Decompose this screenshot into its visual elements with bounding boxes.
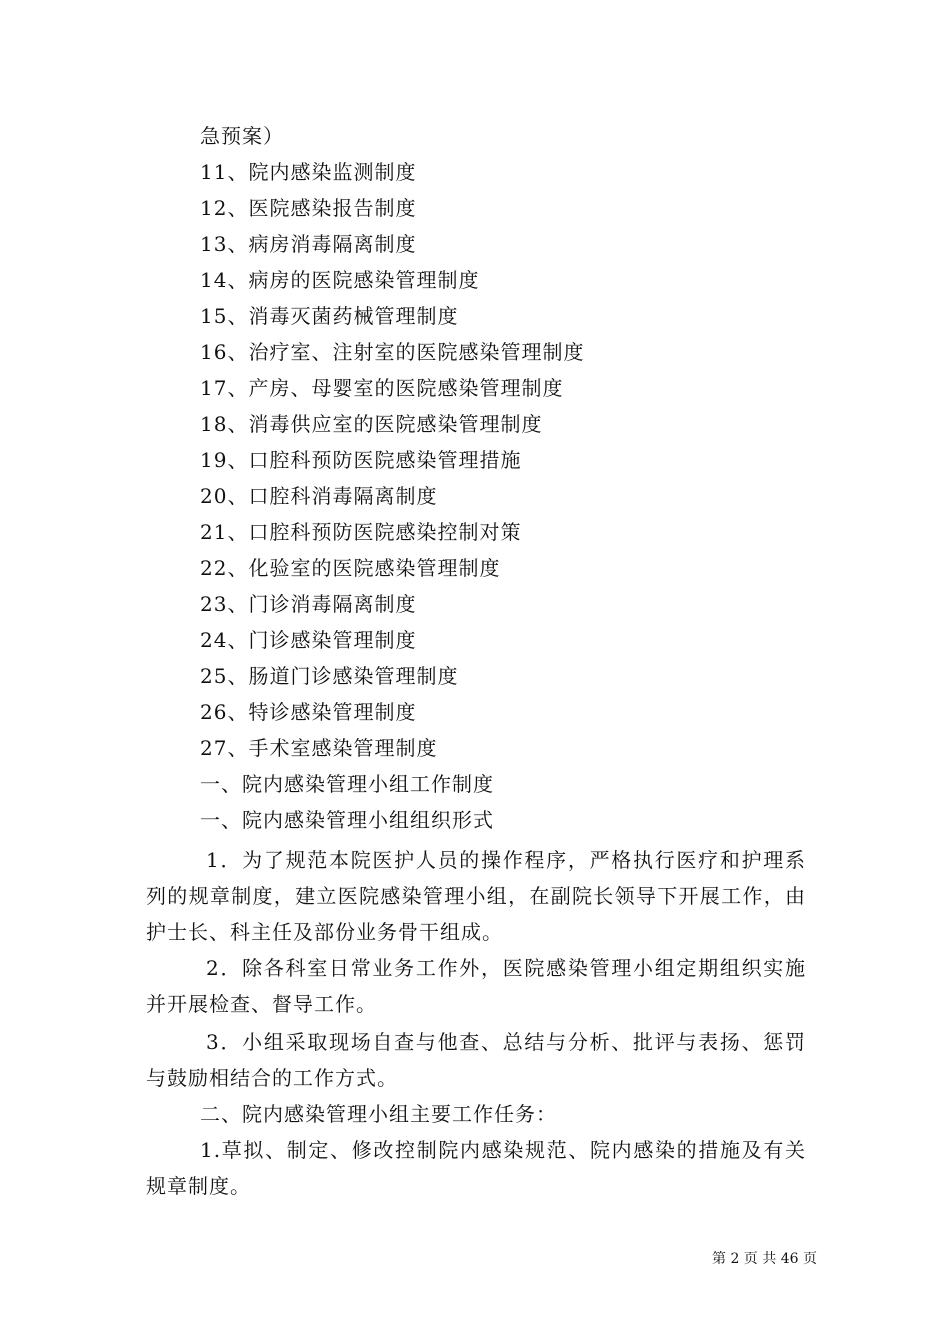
paragraph-text: 2．除各科室日常业务工作外，医院感染管理小组定期组织实施并开展检查、督导工作。 — [146, 956, 806, 1016]
toc-line: 17、产房、母婴室的医院感染管理制度 — [200, 376, 564, 400]
toc-line: 19、口腔科预防医院感染管理措施 — [200, 448, 522, 472]
toc-line: 16、治疗室、注射室的医院感染管理制度 — [200, 340, 585, 364]
toc-line: 13、病房消毒隔离制度 — [200, 232, 417, 256]
toc-line: 11、院内感染监测制度 — [200, 160, 417, 184]
paragraph-text: 1．为了规范本院医护人员的操作程序，严格执行医疗和护理系列的规章制度，建立医院感染管理小组，在副院长领导下开展工作，由护士长、科主任及部份业务骨干组成。 — [146, 848, 806, 944]
toc-line: 27、手术室感染管理制度 — [200, 736, 438, 760]
toc-line: 20、口腔科消毒隔离制度 — [200, 484, 438, 508]
toc-line: 24、门诊感染管理制度 — [200, 628, 417, 652]
toc-line: 25、肠道门诊感染管理制度 — [200, 664, 459, 688]
paragraph-text: 3．小组采取现场自查与他查、总结与分析、批评与表扬、惩罚与鼓励相结合的工作方式。 — [146, 1030, 806, 1090]
paragraph — [146, 1024, 806, 1096]
paragraph — [146, 950, 806, 1022]
section-heading: 二、院内感染管理小组主要工作任务： — [200, 1102, 557, 1126]
paragraph — [146, 842, 806, 950]
toc-line: 14、病房的医院感染管理制度 — [200, 268, 480, 292]
toc-line: 急预案） — [200, 124, 284, 148]
toc-line: 18、消毒供应室的医院感染管理制度 — [200, 412, 543, 436]
toc-line: 15、消毒灭菌药械管理制度 — [200, 304, 459, 328]
paragraph — [146, 1132, 806, 1204]
toc-line: 12、医院感染报告制度 — [200, 196, 417, 220]
toc-line: 21、口腔科预防医院感染控制对策 — [200, 520, 522, 544]
toc-line: 26、特诊感染管理制度 — [200, 700, 417, 724]
section-heading: 一、院内感染管理小组工作制度 — [200, 772, 494, 796]
section-heading: 一、院内感染管理小组组织形式 — [200, 808, 494, 832]
toc-line: 22、化验室的医院感染管理制度 — [200, 556, 501, 580]
page-number: 第 2 页 共 46 页 — [712, 1251, 817, 1267]
toc-line: 23、门诊消毒隔离制度 — [200, 592, 417, 616]
paragraph-text: 1.草拟、制定、修改控制院内感染规范、院内感染的措施及有关规章制度。 — [146, 1138, 806, 1198]
